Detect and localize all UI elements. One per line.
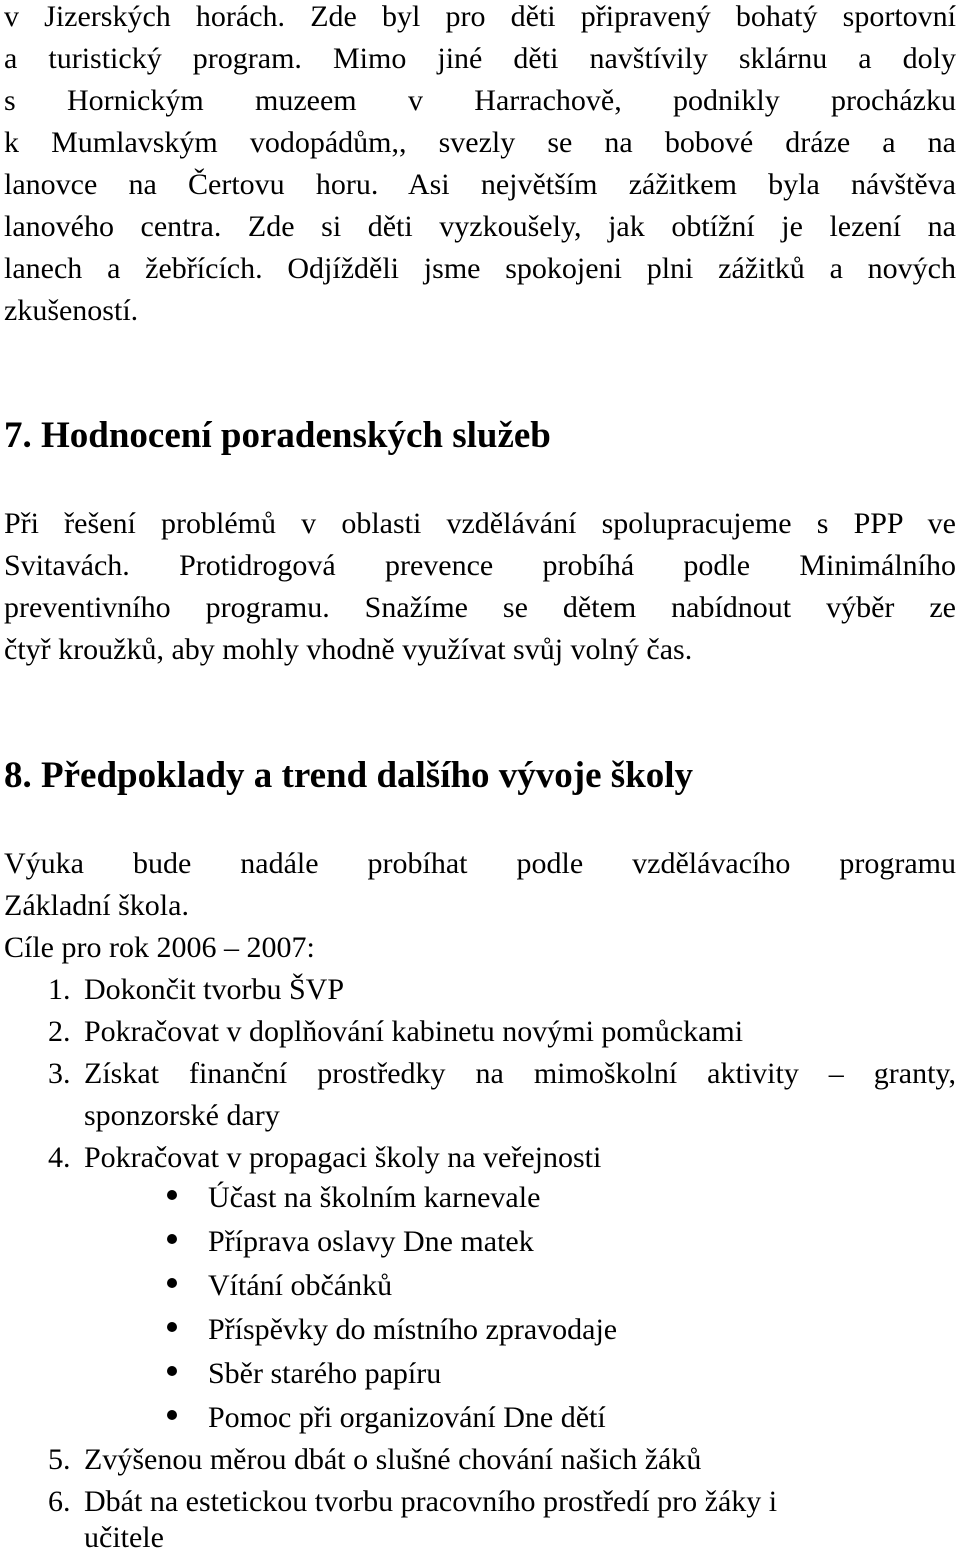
list-item: Pokračovat v propagaci školy na veřejnosti	[84, 1141, 602, 1174]
paragraph-line: Při řešení problémů v oblasti vzdělávání spolupracujeme s PPP ve	[4, 507, 956, 540]
bullet-icon	[167, 1322, 177, 1332]
section-8-heading: 8. Předpoklady a trend dalšího vývoje školy	[4, 755, 694, 796]
sub-list-item: Účast na školním karnevale	[208, 1181, 541, 1214]
list-item: Dokončit tvorbu ŠVP	[84, 973, 345, 1006]
paragraph-line: preventivního programu. Snažíme se dětem nabídnout výběr ze	[4, 591, 956, 624]
sub-list-item: Příprava oslavy Dne matek	[208, 1225, 534, 1258]
list-item-number: 5.	[48, 1443, 71, 1476]
bullet-icon	[167, 1410, 177, 1420]
paragraph-line: v Jizerských horách. Zde byl pro děti připravený bohatý sportovní	[4, 0, 956, 33]
section-7-heading: 7. Hodnocení poradenských služeb	[4, 415, 551, 456]
paragraph-line: k Mumlavským vodopádům,, svezly se na bobové dráze a na	[4, 126, 956, 159]
paragraph-line: s Hornickým muzeem v Harrachově, podnikly procházku	[4, 84, 956, 117]
list-item-number: 3.	[48, 1057, 71, 1090]
bullet-icon	[167, 1234, 177, 1244]
paragraph-line: a turistický program. Mimo jiné děti navštívily sklárnu a doly	[4, 42, 956, 75]
list-item: Pokračovat v doplňování kabinetu novými pomůckami	[84, 1015, 744, 1048]
paragraph-line: lanovce na Čertovu horu. Asi největším zážitkem byla návštěva	[4, 168, 956, 201]
list-item: Zvýšenou měrou dbát o slušné chování našich žáků	[84, 1443, 702, 1476]
list-item-number: 1.	[48, 973, 71, 1006]
sub-list-item: Vítání občánků	[208, 1269, 393, 1302]
list-item-number: 2.	[48, 1015, 71, 1048]
list-item-continuation: sponzorské dary	[84, 1099, 280, 1132]
sub-list-item: Pomoc při organizování Dne dětí	[208, 1401, 606, 1434]
list-item: Dbát na estetickou tvorbu pracovního prostředí pro žáky i	[84, 1485, 778, 1518]
goals-intro-line: Cíle pro rok 2006 – 2007:	[4, 931, 315, 964]
bullet-icon	[167, 1366, 177, 1376]
list-item-continuation: učitele	[84, 1521, 164, 1554]
sub-list-item: Sběr starého papíru	[208, 1357, 442, 1390]
list-item-number: 4.	[48, 1141, 71, 1174]
paragraph-line: zkušeností.	[4, 294, 139, 327]
paragraph-line: čtyř kroužků, aby mohly vhodně využívat svůj volný čas.	[4, 633, 693, 666]
paragraph-line: Základní škola.	[4, 889, 189, 922]
sub-list-item: Příspěvky do místního zpravodaje	[208, 1313, 618, 1346]
paragraph-line: lanového centra. Zde si děti vyzkoušely, jak obtížní je lezení na	[4, 210, 956, 243]
paragraph-line: Výuka bude nadále probíhat podle vzdělávacího programu	[4, 847, 956, 880]
bullet-icon	[167, 1190, 177, 1200]
list-item-number: 6.	[48, 1485, 71, 1518]
paragraph-line: lanech a žebřících. Odjížděli jsme spokojeni plni zážitků a nových	[4, 252, 956, 285]
paragraph-line: Svitavách. Protidrogová prevence probíhá podle Minimálního	[4, 549, 956, 582]
bullet-icon	[167, 1278, 177, 1288]
list-item: Získat finanční prostředky na mimoškolní aktivity – granty,	[84, 1057, 956, 1090]
